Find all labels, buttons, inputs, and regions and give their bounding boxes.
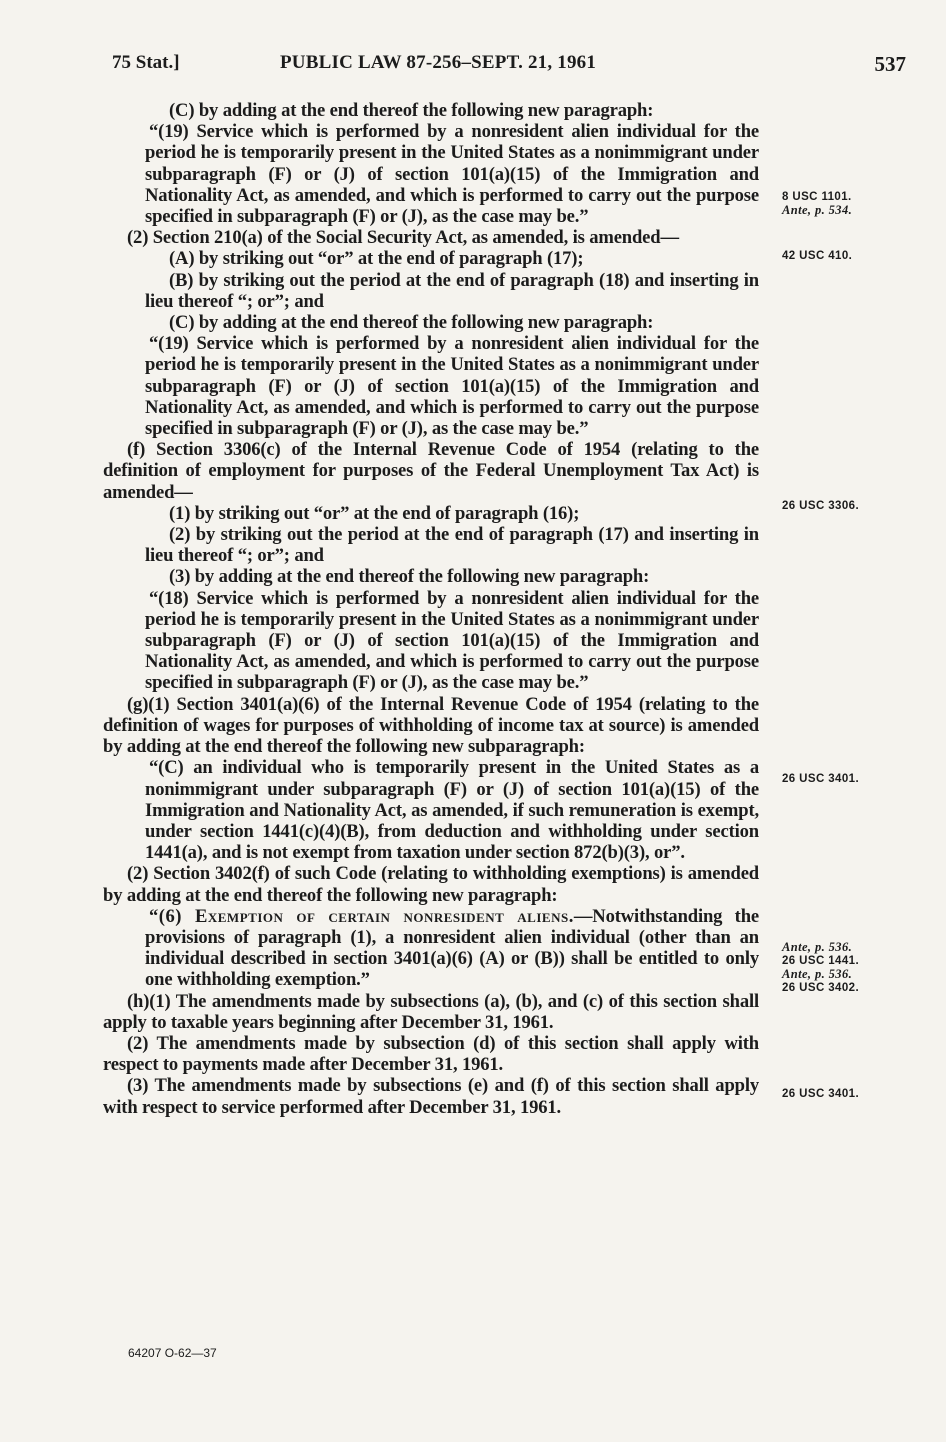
clause-1-strike-or: (1) by striking out “or” at the end of paragraph (16); [169, 502, 580, 524]
subsection-h3: (3) The amendments made by subsections (e) and (f) of this section shall apply with respect to service performed after December 31, 1961. [103, 1075, 759, 1118]
margin-note-ante-536: Ante, p. 536. 26 USC 1441. Ante, p. 536. 26 USC 3402. [782, 940, 860, 994]
statute-body [103, 100, 759, 1118]
subsection-f: (f) Section 3306(c) of the Internal Revenue Code of 1954 (relating to the definition of employment for purposes of the Federal Unemployment Tax Act) is amended— [103, 439, 759, 503]
page-number: 537 [874, 52, 906, 76]
clause-3-add-paragraph: (3) by adding at the end thereof the following new paragraph: [169, 566, 650, 588]
new-paragraph-19-ssa: “(19) Service which is performed by a nonresident alien individual for the period he is temporarily present in the United States as a nonimmigrant under subparagraph (F) or (J) of section 101(a)(15) of the Immigration and Nationality Act, as amended, and which is performed to carry out the purpose specified in subparagraph (F) or (J), as the case may be.” [145, 333, 759, 440]
margin-note-8-usc-1101: 8 USC 1101. Ante, p. 534. [782, 191, 853, 217]
new-paragraph-6-exemption [103, 906, 759, 991]
clause-a-strike-or: (A) by striking out “or” at the end of paragraph (17); [169, 248, 584, 270]
exemption-heading: “(6) Exemption of certain nonresident aliens. [149, 905, 574, 927]
new-paragraph-18-futa: “(18) Service which is performed by a nonresident alien individual for the period he is temporarily present in the United States as a nonimmigrant under subparagraph (F) or (J) of section 101(a)(15) of the Immigration and Nationality Act, as amended, and which is performed to carry out the purpose specified in subparagraph (F) or (J), as the case may be.” [145, 587, 759, 694]
new-paragraph-19-ssa-tax: “(19) Service which is performed by a nonresident alien individual for the period he is temporarily present in the United States as a nonimmigrant under subparagraph (F) or (J) of section 101(a)(15) of the Immigration and Nationality Act, as amended, and which is performed to carry out the purpose specified in subparagraph (F) or (J), as the case may be.” [145, 121, 759, 228]
running-title: PUBLIC LAW 87-256–SEPT. 21, 1961 [280, 52, 597, 73]
subsection-g2: (2) Section 3402(f) of such Code (relating to withholding exemptions) is amended by adding at the end thereof the following new paragraph: [103, 863, 759, 906]
subsection-h2: (2) The amendments made by subsection (d) of this section shall apply with respect to payments made after December 31, 1961. [103, 1032, 759, 1076]
new-subparagraph-c: “(C) an individual who is temporarily present in the United States as a nonimmigrant under subparagraph (F) or (J) of section 101(a)(15) of the Immigration and Nationality Act, as amended, if such remuneration is exempt, under section 1441(c)(4)(B), from deduction and withholding under section 1441(a), and is not exempt from taxation under section 872(b)(3), or”. [145, 757, 759, 864]
section-210a-amendment: (2) Section 210(a) of the Social Security Act, as amended, is amended— [127, 227, 679, 249]
page-header [112, 52, 912, 82]
subsection-g1: (g)(1) Section 3401(a)(6) of the Internal Revenue Code of 1954 (relating to the definition of wages for purposes of withholding of income tax at source) is amended by adding at the end thereof the following new subparagraph: [103, 693, 759, 758]
margin-note-42-usc-410: 42 USC 410. [782, 250, 853, 262]
margin-note-26-usc-3306: 26 USC 3306. [782, 500, 860, 512]
margin-note-26-usc-3401-b: 26 USC 3401. [782, 1088, 860, 1100]
clause-c-add-paragraph-2: (C) by adding at the end thereof the following new paragraph: [169, 312, 654, 334]
margin-note-26-usc-3401: 26 USC 3401. [782, 773, 860, 785]
exemption-text: —Notwithstanding the provisions of paragraph (1), a nonresident alien individual (other than an individual described in section 3401(a)(6) (A) or (B)) shall be entitled to only one withholding exemption.” [145, 905, 759, 991]
print-code: 64207 O-62—37 [128, 1346, 217, 1360]
subsection-h1: (h)(1) The amendments made by subsections (a), (b), and (c) of this section shall apply to taxable years beginning after December 31, 1961. [103, 990, 759, 1033]
volume-reference: 75 Stat.] [112, 52, 180, 73]
clause-c-add-paragraph: (C) by adding at the end thereof the following new paragraph: [169, 100, 654, 121]
clause-b-strike-period: (B) by striking out the period at the end of paragraph (18) and inserting in lieu thereof “; or”; and [145, 269, 759, 312]
clause-2-strike-period: (2) by striking out the period at the end of paragraph (17) and inserting in lieu thereof “; or”; and [145, 524, 759, 567]
